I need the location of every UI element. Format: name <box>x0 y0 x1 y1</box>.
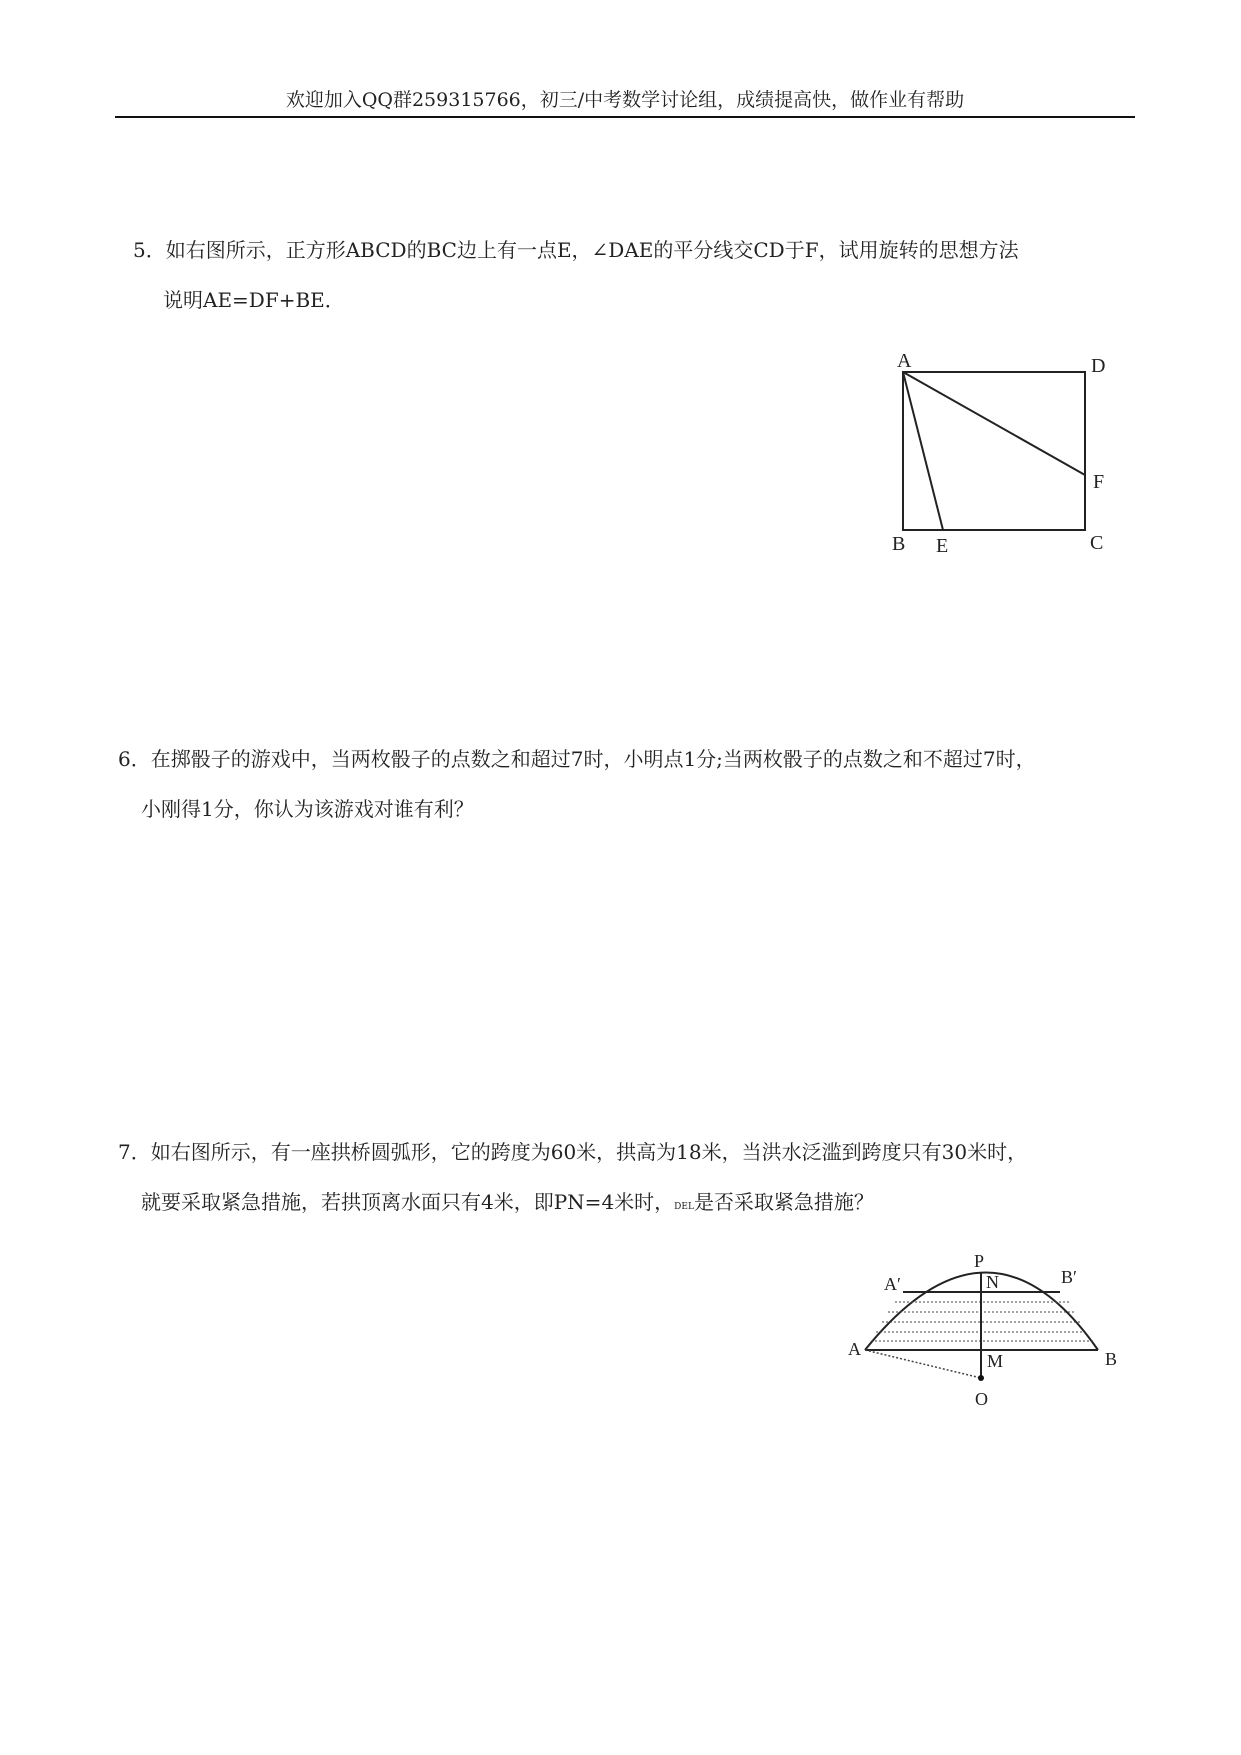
label-m: M <box>987 1351 1004 1371</box>
segment-af <box>903 372 1085 475</box>
label-b-prime: B′ <box>1061 1267 1077 1287</box>
label-a-prime: A′ <box>884 1274 901 1294</box>
segment-ao <box>865 1350 981 1378</box>
q7-line2-after: 是否采取紧急措施？ <box>693 1190 874 1214</box>
page-header <box>115 84 1135 118</box>
label-e: E <box>936 535 949 557</box>
center-point-o <box>978 1375 984 1381</box>
label-o: O <box>975 1389 988 1409</box>
header-text: 欢迎加入QQ群259315766，初三/中考数学讨论组，成绩提高快，做作业有帮助 <box>285 89 965 111</box>
segment-ae <box>903 372 943 530</box>
q7-line2 <box>141 1188 874 1221</box>
label-a: A <box>848 1339 861 1359</box>
q7-arch-figure <box>840 1240 1120 1415</box>
square-abcd <box>903 372 1085 530</box>
q5-square-figure <box>870 345 1120 560</box>
label-n: N <box>986 1272 999 1292</box>
q6-line1: 6．在掷骰子的游戏中，当两枚骰子的点数之和超过7时，小明点1分;当两枚骰子的点数之和不超过7时， <box>118 747 1036 771</box>
q5-line2: 说明AE=DF+BE． <box>163 288 345 312</box>
label-b: B <box>892 533 906 555</box>
label-p: P <box>974 1251 985 1271</box>
label-c: C <box>1090 532 1104 554</box>
label-a: A <box>897 350 912 372</box>
label-d: D <box>1091 355 1106 377</box>
q6-line2: 小刚得1分，你认为该游戏对谁有利？ <box>141 797 474 821</box>
label-b: B <box>1105 1349 1118 1369</box>
q5-line1: 5．如右图所示，正方形ABCD的BC边上有一点E，∠DAE的平分线交CD于F，试用旋转的思想方法 <box>133 238 1019 262</box>
q7-line2-small: DEL <box>674 1202 694 1212</box>
label-f: F <box>1093 471 1105 493</box>
q7-line1: 7．如右图所示，有一座拱桥圆弧形，它的跨度为60米，拱高为18米，当洪水泛滥到跨度只有30米时， <box>118 1140 1028 1164</box>
q7-line2-before: 就要采取紧急措施，若拱顶离水面只有4米，即PN=4米时， <box>141 1190 675 1214</box>
